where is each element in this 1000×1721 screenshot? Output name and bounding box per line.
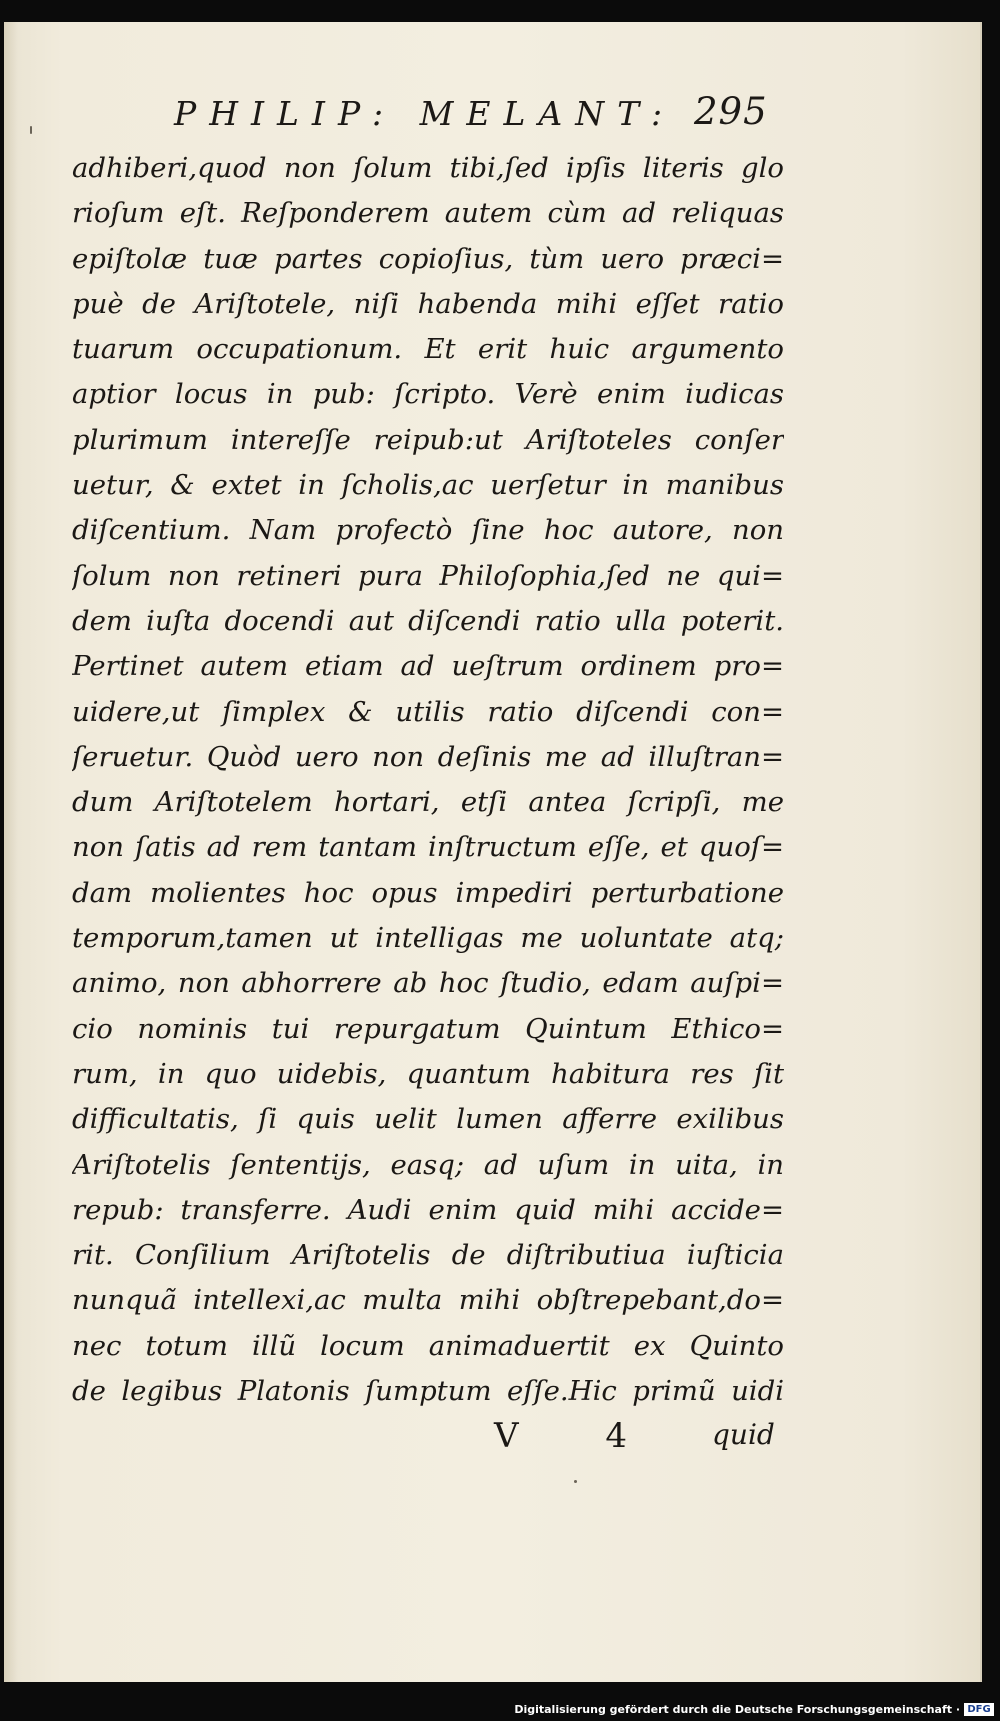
- funding-notice-text: Digitalisierung gefördert durch die Deutsche Forschungsgemeinschaft ·: [514, 1703, 960, 1716]
- text-line: Pertinet autem etiam ad ueſtrum ordinem pro=: [72, 650, 784, 683]
- text-line: repub: transferre. Audi enim quid mihi accide=: [72, 1193, 784, 1226]
- page-footer: [494, 1416, 784, 1466]
- text-line: puè de Ariſtotele, niſi habenda mihi eſſet ratio: [72, 287, 784, 320]
- page-header: [174, 86, 774, 140]
- text-line: epiſtolæ tuæ partes copioſius, tùm uero præci=: [72, 242, 784, 275]
- paper-speck: [574, 1480, 577, 1483]
- text-line: temporum,tamen ut intelligas me uoluntate atq;: [72, 922, 784, 955]
- paper-speck: [30, 126, 32, 134]
- text-line: diſcentium. Nam profectò ſine hoc autore, non: [72, 514, 784, 547]
- text-line: rum, in quo uidebis, quantum habitura res ſit: [72, 1057, 784, 1090]
- text-line: uidere,ut ſimplex & utilis ratio diſcendi con=: [72, 695, 784, 728]
- text-line: non ſatis ad rem tantam inſtructum eſſe, et quoſ=: [72, 831, 784, 864]
- text-line: rit. Conſilium Ariſtotelis de diſtributiua iuſticia: [72, 1239, 784, 1272]
- catchword: quid: [712, 1418, 775, 1451]
- text-line: nunquã intellexi,ac multa mihi obſtrepebant,do=: [72, 1284, 784, 1317]
- text-line: tuarum occupationum. Et erit huic argumento: [72, 333, 784, 366]
- text-line: difficultatis, ſi quis uelit lumen afferre exilibus: [72, 1103, 784, 1136]
- text-line: adhiberi,quod non ſolum tibi,ſed ipſis literis glo: [72, 152, 784, 184]
- text-line: uetur, & extet in ſcholis,ac uerſetur in manibus: [72, 469, 784, 502]
- text-line: animo, non abhorrere ab hoc ſtudio, edam auſpi=: [72, 967, 784, 1000]
- dfg-logo: DFG: [964, 1703, 994, 1716]
- text-line: ſeruetur. Quòd uero non deſinis me ad illuſtran=: [72, 740, 784, 773]
- text-line: dam molientes hoc opus impediri perturbatione: [72, 876, 784, 909]
- text-line: rioſum eſt. Reſponderem autem cùm ad reliquas: [72, 197, 784, 230]
- text-line: aptior locus in pub: ſcripto. Verè enim iudicas: [72, 378, 784, 411]
- text-line: cio nominis tui repurgatum Quintum Ethico=: [72, 1012, 784, 1045]
- book-page: [4, 22, 982, 1682]
- text-line: dum Ariſtotelem hortari, etſi antea ſcripſi, me: [72, 786, 784, 819]
- body-text: [72, 146, 784, 1414]
- text-line: ſolum non retineri pura Philoſophia,ſed ne qui=: [72, 559, 784, 592]
- signature-mark: V 4: [494, 1416, 665, 1456]
- text-line: de legibus Platonis ſumptum eſſe.Hic primũ uidi: [72, 1375, 784, 1408]
- text-line: nec totum illũ locum animaduertit ex Quinto: [72, 1329, 784, 1362]
- funding-notice-bar: [0, 1700, 1000, 1721]
- text-line: dem iuſta docendi aut diſcendi ratio ulla poterit.: [72, 604, 784, 637]
- running-head: PHILIP: MELANT:: [174, 94, 676, 133]
- text-line: Ariſtotelis ſententijs, easq; ad uſum in uita, in: [72, 1148, 784, 1181]
- text-line: plurimum intereſſe reipub:ut Ariſtoteles conſer: [72, 423, 784, 456]
- page-number: 295: [694, 90, 768, 133]
